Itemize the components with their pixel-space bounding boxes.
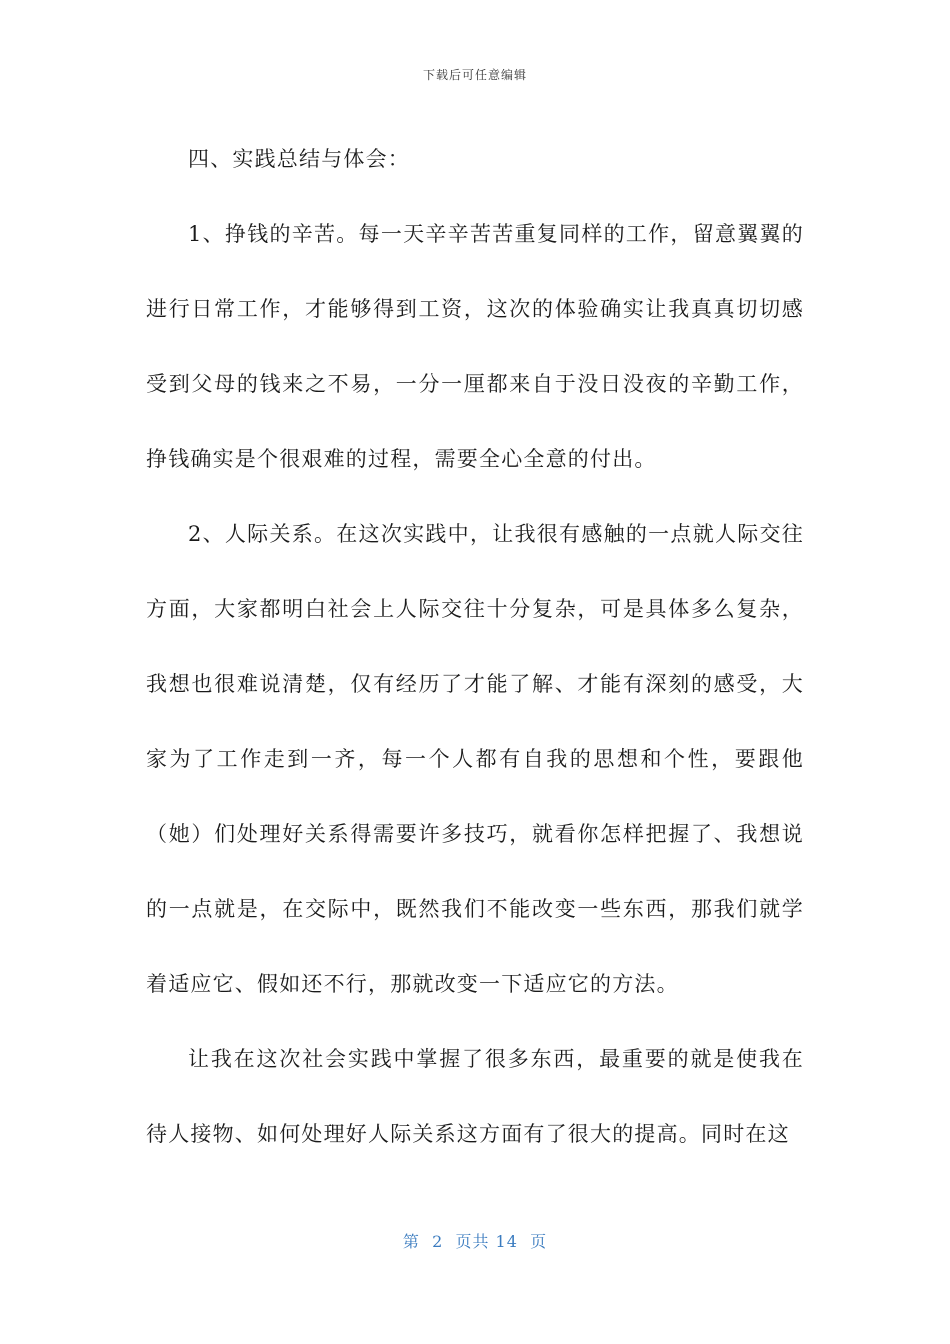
- paragraph-conclusion: 让我在这次社会实践中掌握了很多东西，最重要的就是使我在待人接物、如何处理好人际关系这方面有了很大的提高。同时在这: [146, 1047, 804, 1146]
- page-number-footer: 第 2 页共 14 页: [402, 1232, 548, 1251]
- document-body: [146, 122, 804, 1172]
- section-heading: 四、实践总结与体会：: [188, 147, 410, 171]
- paragraph-earning-money: 1、挣钱的辛苦。每一天辛辛苦苦重复同样的工作，留意翼翼的进行日常工作，才能够得到工资，这次的体验确实让我真真切切感受到父母的钱来之不易，一分一厘都来自于没日没夜的辛勤工作，挣钱确实是个很艰难的过程，需要全心全意的付出。: [146, 222, 804, 471]
- paragraph-relationships: 2、人际关系。在这次实践中，让我很有感触的一点就人际交往方面，大家都明白社会上人际交往十分复杂，可是具体多么复杂，我想也很难说清楚，仅有经历了才能了解、才能有深刻的感受，大家为了工作走到一齐，每一个人都有自我的思想和个性，要跟他（她）们处理好关系得需要许多技巧，就看你怎样把握了、我想说的一点就是，在交际中，既然我们不能改变一些东西，那我们就学着适应它、假如还不行，那就改变一下适应它的方法。: [146, 522, 804, 996]
- page-header-note: 下载后可任意编辑: [422, 68, 527, 82]
